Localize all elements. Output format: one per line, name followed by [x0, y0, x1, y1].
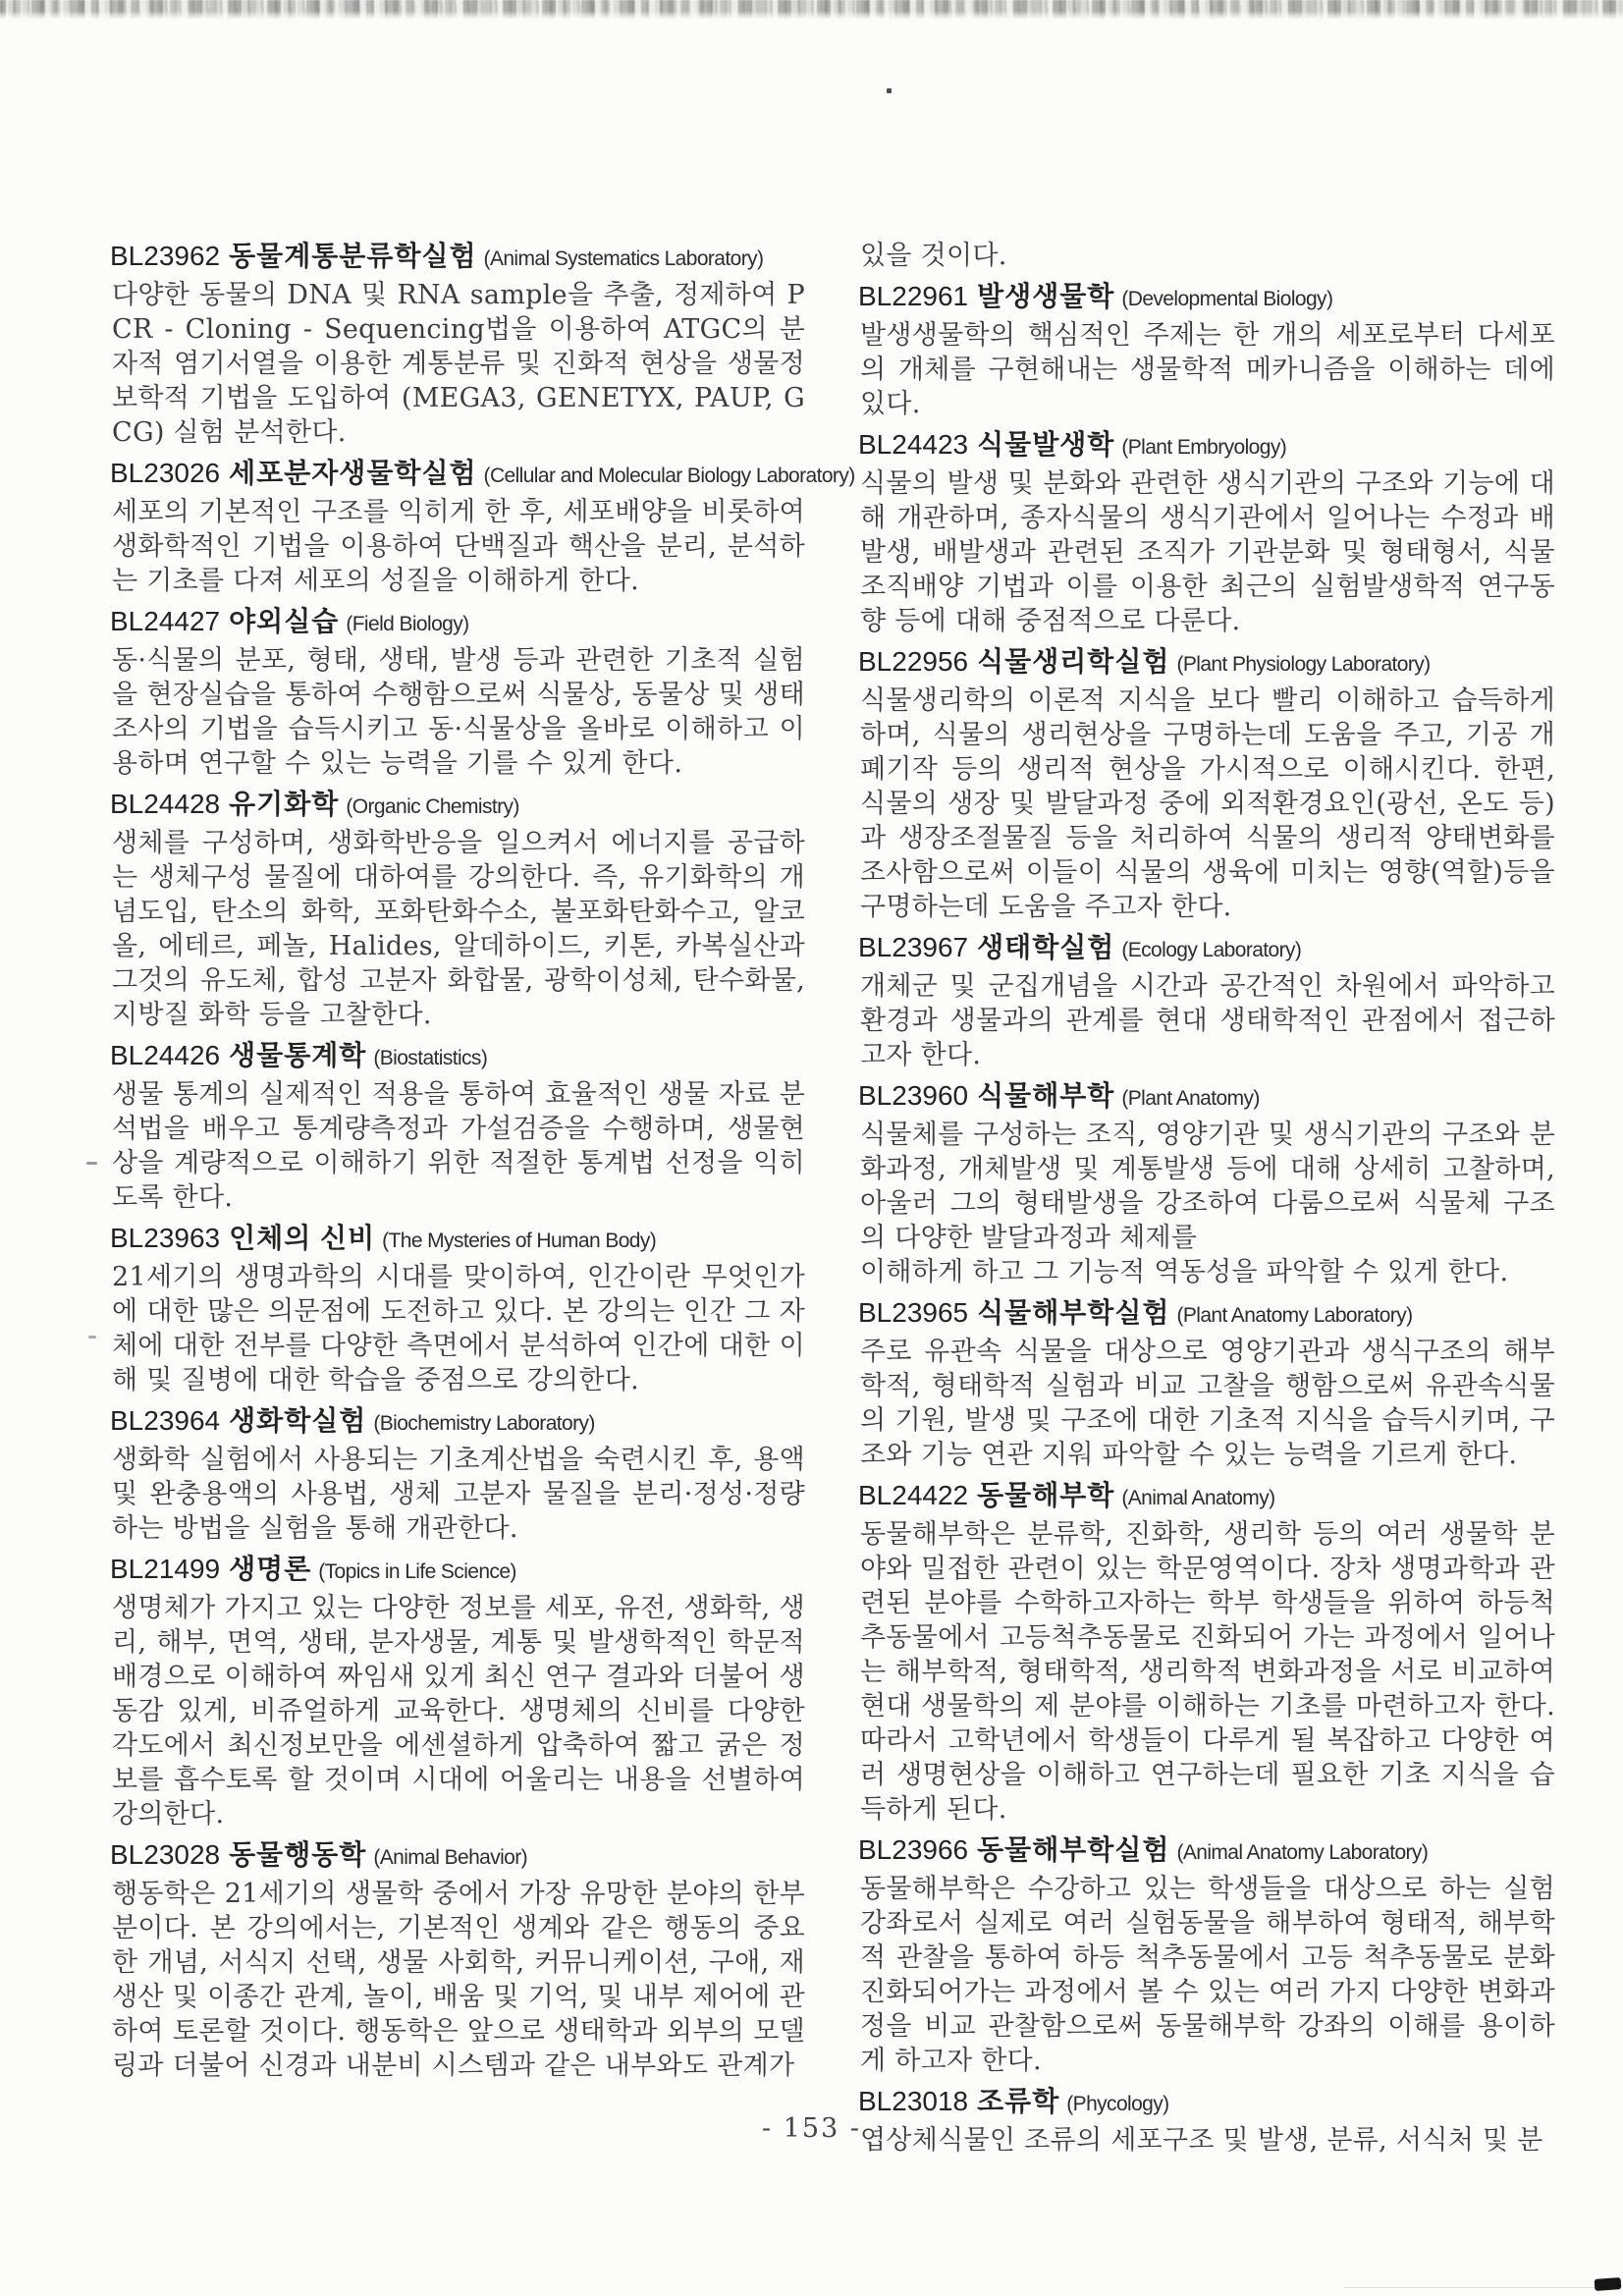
course-description: 이해하게 하고 그 기능적 역동성을 파악할 수 있게 한다.	[860, 1257, 1509, 1287]
course-heading	[858, 427, 1555, 466]
course-code: BL22956	[858, 646, 969, 677]
left-column	[110, 239, 855, 2083]
scan-corner-mark	[1595, 2277, 1622, 2291]
course-heading	[858, 930, 1555, 969]
course-section	[110, 456, 855, 598]
course-heading	[858, 1478, 1555, 1517]
course-code: BL23966	[858, 1834, 969, 1865]
page-number: - 153 -	[762, 2113, 861, 2144]
course-heading	[110, 456, 855, 495]
course-heading	[858, 644, 1555, 683]
course-title-english: (Plant Anatomy Laboratory)	[1176, 1304, 1413, 1327]
course-title-korean: 동물계통분류학실험	[229, 241, 477, 271]
course-title-korean: 식물해부학실험	[977, 1297, 1170, 1328]
course-title-english: (Animal Anatomy)	[1121, 1487, 1275, 1509]
course-title-english: (Animal Anatomy Laboratory)	[1176, 1841, 1429, 1864]
course-description: 생물 통계의 실제적인 적용을 통하여 효율적인 생물 자료 분석법을 배우고 통계량측정과 가설검증을 수행하며, 생물현상을 계량적으로 이해하기 위한 적절한 통계법 선정을 익히도록 한다.	[112, 1079, 805, 1213]
course-section	[860, 427, 1555, 638]
course-title-english: (Developmental Biology)	[1121, 288, 1333, 310]
course-heading	[858, 1078, 1555, 1118]
course-description: 생화학 실험에서 사용되는 기초계산법을 숙련시킨 후, 용액 및 완충용액의 사용법, 생체 고분자 물질을 분리·정성·정량하는 방법을 실험을 통해 개관한다.	[112, 1445, 805, 1544]
course-description: 생체를 구성하며, 생화학반응을 일으켜서 에너지를 공급하는 생체구성 물질에 대하여를 강의한다. 즉, 유기화학의 개념도입, 탄소의 화학, 포화탄화수소, 불포화탄화수고, 알코올, 에테르, 페놀, Halides, 알데하이드, 키톤, 카복실산과 그것의 유도체, 합성 고분자 화합물, 광학이성체, 탄수화물, 지방질 화학 등을 고찰한다.	[112, 828, 805, 1030]
course-code: BL21499	[110, 1554, 221, 1584]
course-code: BL24426	[110, 1040, 221, 1070]
course-title-korean: 생명론	[229, 1554, 312, 1584]
course-section	[112, 1403, 805, 1546]
course-title-korean: 식물생리학실험	[977, 646, 1170, 677]
course-title-korean: 동물해부학	[977, 1480, 1115, 1510]
course-heading	[858, 1832, 1555, 1872]
course-description: 개체군 및 군집개념을 시간과 공간적인 차원에서 파악하고 환경과 생물과의 관계를 현대 생태학적인 관점에서 접근하고자 한다.	[860, 971, 1555, 1070]
course-section	[112, 1552, 805, 1831]
course-heading	[110, 604, 805, 643]
course-title-english: (Phycology)	[1066, 2093, 1169, 2115]
course-title-english: (Animal Systematics Laboratory)	[483, 247, 764, 270]
course-section	[112, 1837, 805, 2083]
course-heading	[110, 239, 805, 278]
course-section	[860, 1078, 1555, 1289]
course-title-english: (Cellular and Molecular Biology Laboratory)	[483, 465, 855, 487]
scan-edge-mark	[86, 1162, 97, 1165]
course-title-english: (Topics in Life Science)	[318, 1560, 516, 1583]
course-section	[860, 930, 1555, 1072]
scanner-noise-band	[0, 0, 1623, 20]
course-title-english: (Plant Physiology Laboratory)	[1176, 653, 1431, 676]
course-description: 다양한 동물의 DNA 및 RNA sample을 추출, 정제하여 PCR - Cloning - Sequencing법을 이용하여 ATGC의 분자적 염기서열을 이용한 계통분류 및 진화적 현상을 생물정보학적 기법을 도입하여 (MEGA3, GENETYX, PAUP, GCG) 실험 분석한다.	[112, 280, 805, 448]
course-description: 생명체가 가지고 있는 다양한 정보를 세포, 유전, 생화학, 생리, 해부, 면역, 생태, 분자생물, 계통 및 발생학적인 학문적 배경으로 이해하여 짜임새 있게 최신 연구 결과와 더불어 생동감 있게, 비쥬얼하게 교육한다. 생명체의 신비를 다양한 각도에서 최신정보만을 에센셜하게 압축하여 짧고 굵은 정보를 흡수토록 할 것이며 시대에 어울리는 내용을 선별하여 강의한다.	[112, 1593, 805, 1830]
scan-speck	[887, 88, 892, 93]
course-section	[112, 1221, 805, 1397]
course-title-english: (Field Biology)	[346, 613, 469, 635]
course-description: 동·식물의 분포, 형태, 생태, 발생 등과 관련한 기초적 실험을 현장실습을 통하여 수행함으로써 식물상, 동물상 및 생태조사의 기법을 습득시키고 동·식물상을 올바로 이해하고 이용하며 연구할 수 있는 능력을 기를 수 있게 한다.	[112, 645, 805, 779]
course-section	[112, 1038, 805, 1215]
course-heading	[110, 1403, 805, 1443]
course-section	[112, 239, 805, 450]
course-title-korean: 야외실습	[229, 606, 340, 636]
course-code: BL23965	[858, 1297, 969, 1328]
course-description: 동물해부학은 수강하고 있는 학생들을 대상으로 하는 실험강좌로서 실제로 여러 실험동물을 해부하여 형태적, 해부학적 관찰을 통하여 하등 척추동물에서 고등 척추동물로 분화진화되어가는 과정에서 볼 수 있는 여러 가지 다양한 변화과정을 비교 관찰함으로써 동물해부학 강좌의 이해를 용이하게 하고자 한다.	[860, 1874, 1555, 2076]
course-title-english: (Organic Chemistry)	[346, 795, 519, 818]
course-title-korean: 식물해부학	[977, 1080, 1115, 1111]
course-code: BL22961	[858, 281, 969, 311]
course-title-english: (Ecology Laboratory)	[1121, 939, 1302, 961]
course-description: 세포의 기본적인 구조를 익히게 한 후, 세포배양을 비롯하여 생화학적인 기법을 이용하여 단백질과 핵산을 분리, 분석하는 기초를 다져 세포의 성질을 이해하게 한다.	[112, 497, 805, 596]
course-description: 발생생물학의 핵심적인 주제는 한 개의 세포로부터 다세포의 개체를 구현해내는 생물학적 메카니즘을 이해하는 데에 있다.	[860, 320, 1555, 419]
course-code: BL24423	[858, 429, 969, 460]
course-title-korean: 동물행동학	[229, 1839, 367, 1870]
course-title-korean: 식물발생학	[977, 429, 1115, 460]
course-code: BL23018	[858, 2086, 969, 2116]
course-description: 동물해부학은 분류학, 진화학, 생리학 등의 여러 생물학 분야와 밀접한 관련이 있는 학문영역이다. 장차 생명과학과 관련된 분야를 수학하고자하는 학부 학생들을 위하여 하등척추동물에서 고등척추동물로 진화되어 가는 과정에서 일어나는 해부학적, 형태학적, 생리학적 변화과정을 서로 비교하여 현대 생물학의 제 분야를 이해하는 기초를 마련하고자 한다. 따라서 고학년에서 학생들이 다루게 될 복잡하고 다양한 여러 생명현상을 이해하고 연구하는데 필요한 기초 지식을 습득하게 된다.	[860, 1519, 1555, 1825]
course-title-korean: 유기화학	[229, 789, 340, 819]
right-column	[860, 239, 1555, 2158]
course-description: 식물체를 구성하는 조직, 영양기관 및 생식기관의 구조와 분화과정, 개체발생 및 계통발생 등에 대해 상세히 고찰하며, 아울러 그의 형태발생을 강조하여 다룸으로써 식물체 구조의 다양한 발달과정과 체제를	[860, 1120, 1555, 1253]
course-title-english: (Plant Embryology)	[1121, 436, 1287, 459]
course-code: BL23960	[858, 1080, 969, 1111]
course-heading	[110, 1221, 805, 1260]
course-heading	[110, 1038, 805, 1077]
course-section	[860, 644, 1555, 924]
course-description: 식물생리학의 이론적 지식을 보다 빨리 이해하고 습득하게하며, 식물의 생리현상을 구명하는데 도움을 주고, 기공 개폐기작 등의 생리적 현상을 가시적으로 이해시킨다. 한편, 식물의 생장 및 발달과정 중에 외적환경요인(광선, 온도 등)과 생장조절물질 등을 처리하여 식물의 생리적 양태변화를 조사함으로써 이들이 식물의 생육에 미치는 영향(역할)등을 구명하는데 도움을 주고자 한다.	[860, 685, 1555, 922]
course-code: BL23963	[110, 1223, 221, 1253]
course-code: BL23962	[110, 241, 221, 271]
course-description: 엽상체식물인 조류의 세포구조 및 발생, 분류, 서식처 및 분	[860, 2125, 1543, 2156]
course-code: BL23967	[858, 932, 969, 962]
course-section	[112, 604, 805, 781]
course-title-korean: 인체의 신비	[229, 1223, 376, 1253]
course-code: BL23964	[110, 1405, 221, 1436]
course-section	[112, 787, 805, 1032]
course-description: 21세기의 생명과학의 시대를 맞이하여, 인간이란 무엇인가에 대한 많은 의문점에 도전하고 있다. 본 강의는 인간 그 자체에 대한 전부를 다양한 측면에서 분석하여 인간에 대한 이해 및 질병에 대한 학습을 중점으로 강의한다.	[112, 1262, 805, 1395]
course-code: BL23026	[110, 458, 221, 488]
scan-hairline	[1343, 2287, 1600, 2288]
course-title-english: (The Mysteries of Human Body)	[382, 1230, 657, 1252]
course-heading	[110, 787, 805, 826]
course-section	[860, 1295, 1555, 1472]
course-title-korean: 조류학	[977, 2086, 1060, 2116]
course-title-korean: 세포분자생물학실험	[229, 458, 477, 488]
course-title-english: (Biostatistics)	[373, 1047, 488, 1069]
scan-edge-mark	[88, 1336, 96, 1339]
course-section	[860, 279, 1555, 421]
course-heading	[858, 1295, 1555, 1335]
course-title-korean: 생태학실험	[977, 932, 1115, 962]
course-heading	[110, 1837, 805, 1877]
course-section	[860, 1478, 1555, 1827]
course-description: 행동학은 21세기의 생물학 중에서 가장 유망한 분야의 한부분이다. 본 강의에서는, 기본적인 생계와 같은 행동의 중요한 개념, 서식지 선택, 생물 사회학, 커뮤니케이션, 구애, 재생산 및 이종간 관계, 놀이, 배움 및 기억, 및 내부 제어에 관하여 토론할 것이다. 행동학은 앞으로 생태학과 외부의 모델링과 더불어 신경과 내분비 시스템과 같은 내부와도 관계가	[112, 1879, 805, 2081]
course-code: BL24428	[110, 789, 221, 819]
course-description: 주로 유관속 식물을 대상으로 영양기관과 생식구조의 해부학적, 형태학적 실험과 비교 고찰을 행함으로써 유관속식물의 기원, 발생 및 구조에 대한 기초적 지식을 습득시키며, 구조와 기능 연관 지워 파악할 수 있는 능력을 기르게 한다.	[860, 1337, 1555, 1470]
course-heading	[110, 1552, 805, 1591]
course-section	[860, 1832, 1555, 2078]
course-title-korean: 생물통계학	[229, 1040, 367, 1070]
course-code: BL23028	[110, 1839, 221, 1870]
course-title-english: (Plant Anatomy)	[1121, 1087, 1260, 1110]
course-title-korean: 동물해부학실험	[977, 1834, 1170, 1865]
course-code: BL24422	[858, 1480, 969, 1510]
course-heading	[858, 279, 1555, 318]
course-title-korean: 발생생물학	[977, 281, 1115, 311]
course-description: 식물의 발생 및 분화와 관련한 생식기관의 구조와 기능에 대해 개관하며, 종자식물의 생식기관에서 일어나는 수정과 배발생, 배발생과 관련된 조직가 기관분화 및 형태형서, 식물조직배양 기법과 이를 이용한 최근의 실험발생학적 연구동향 등에 대해 중점적으로 다룬다.	[860, 468, 1555, 636]
course-title-korean: 생화학실험	[229, 1405, 367, 1436]
course-title-english: (Animal Behavior)	[373, 1846, 528, 1869]
course-code: BL24427	[110, 606, 221, 636]
course-title-english: (Biochemistry Laboratory)	[373, 1412, 595, 1435]
continuation-text: 있을 것이다.	[860, 241, 1007, 271]
